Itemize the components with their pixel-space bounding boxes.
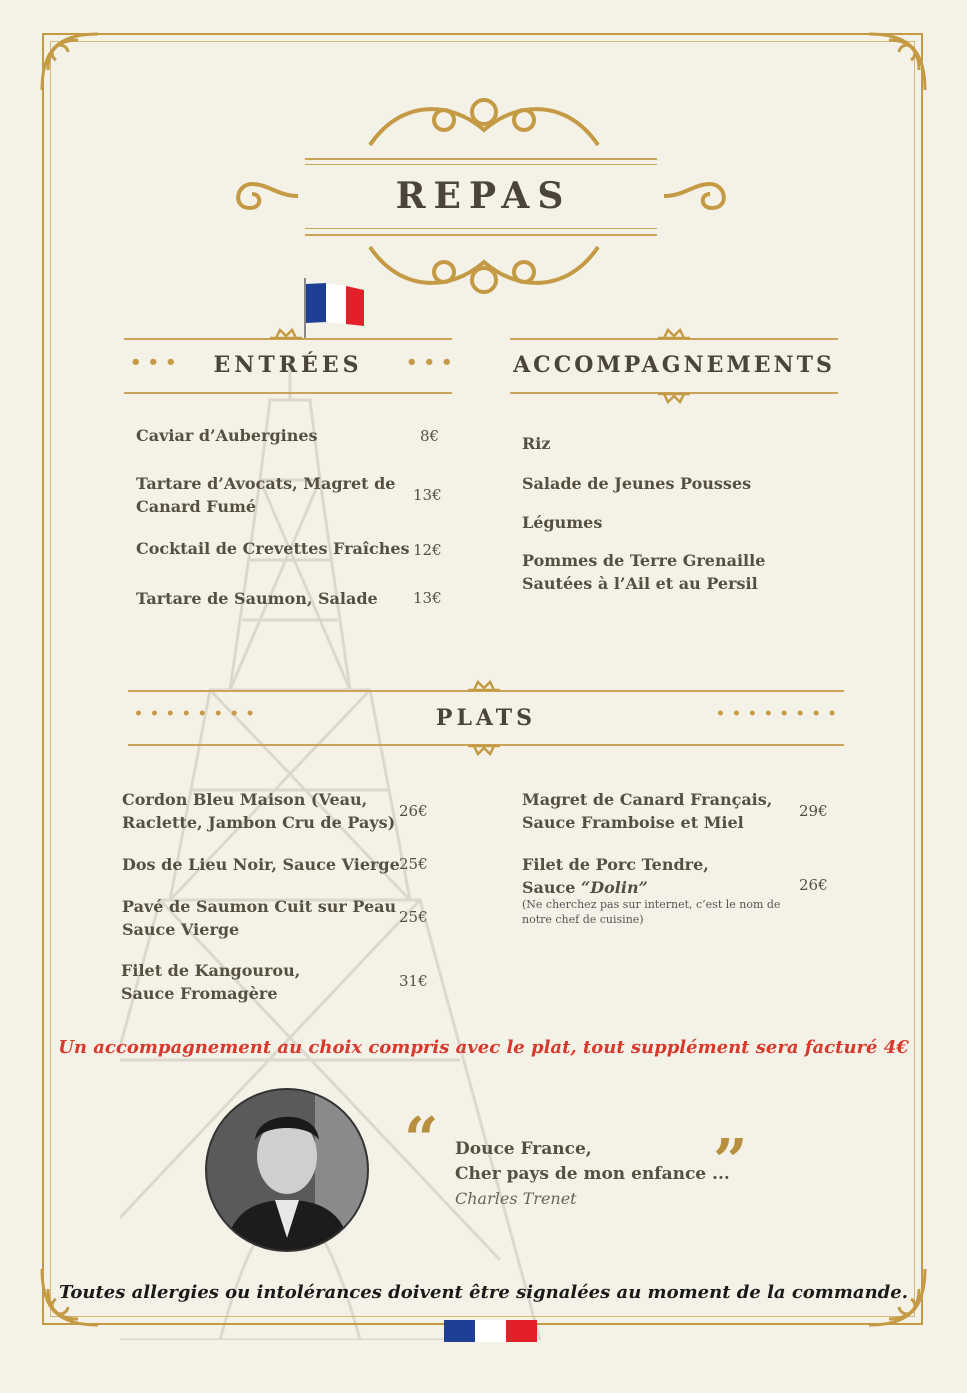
quote-line: Douce France, — [455, 1139, 592, 1159]
french-flag-icon — [300, 278, 368, 340]
title-rule-bottom-thin — [305, 228, 657, 229]
side-item: Pommes de Terre Grenaille Sautées à l’Ail et au Persil — [522, 551, 766, 593]
accompagnements-title: ACCOMPAGNEMENTS — [513, 352, 835, 378]
menu-item-name: Cocktail de Crevettes Fraîches — [136, 539, 410, 558]
page-title: REPAS — [395, 175, 572, 217]
menu-item-name: Caviar d’Aubergines — [136, 426, 318, 445]
menu-item-name: Tartare de Saumon, Salade — [136, 589, 378, 608]
decorative-dots: •••••••• — [134, 706, 262, 722]
menu-item-price: 8€ — [420, 427, 440, 445]
menu-item-name: Magret de Canard Français, Sauce Framboise et Miel — [522, 790, 773, 832]
menu-item-price: 12€ — [413, 541, 442, 559]
menu-item-price: 25€ — [399, 908, 428, 926]
open-quote-icon: “ — [404, 1105, 439, 1175]
decorative-dots: •••••••• — [716, 706, 844, 722]
menu-item-price: 26€ — [799, 876, 828, 894]
menu-item-name: Tartare d’Avocats, Magret de Canard Fumé — [136, 474, 396, 516]
menu-item-price: 13€ — [413, 589, 442, 607]
side-item: Légumes — [522, 513, 603, 532]
menu-item-name: Cordon Bleu Maison (Veau, Raclette, Jambon Cru de Pays) — [122, 790, 396, 832]
quote-line: Cher pays de mon enfance ... — [455, 1164, 730, 1184]
crown-ornament-icon — [656, 392, 692, 406]
close-quote-icon: ” — [713, 1127, 748, 1197]
menu-item-price: 29€ — [799, 802, 828, 820]
menu-item-price: 13€ — [413, 486, 442, 504]
plats-title: PLATS — [435, 705, 537, 731]
menu-item-name: Pavé de Saumon Cuit sur Peau Sauce Vierge — [122, 897, 397, 939]
french-flag-icon — [444, 1320, 537, 1342]
menu-item-note: (Ne cherchez pas sur internet, c’est le nom de notre chef de cuisine) — [522, 898, 781, 926]
portrait-photo — [205, 1088, 369, 1252]
title-rule-top-thin — [305, 164, 657, 165]
supplement-notice: Un accompagnement au choix compris avec le plat, tout supplément sera facturé 4€ — [58, 1037, 909, 1058]
side-item: Salade de Jeunes Pousses — [522, 474, 752, 493]
menu-item-name: Filet de Kangourou, Sauce Fromagère — [121, 961, 301, 1003]
menu-item-name: Dos de Lieu Noir, Sauce Vierge — [122, 855, 400, 874]
crown-ornament-icon — [466, 744, 502, 758]
ornament-swirl-icon — [360, 240, 608, 302]
menu-item-name: Filet de Porc Tendre, Sauce “Dolin” — [522, 855, 709, 897]
entrees-title: ENTRÉES — [213, 352, 363, 378]
allergy-notice: Toutes allergies ou intolérances doivent être signalées au moment de la commande. — [59, 1282, 908, 1303]
entrees-rule-bottom — [124, 392, 452, 394]
menu-item-price: 31€ — [399, 972, 428, 990]
menu-item-price: 25€ — [399, 855, 428, 873]
side-item: Riz — [522, 434, 551, 453]
title-rule-bottom — [305, 234, 657, 236]
decorative-dots: ••• — [130, 352, 183, 373]
crown-ornament-icon — [268, 326, 304, 340]
menu-item-price: 26€ — [399, 802, 428, 820]
decorative-dots: ••• — [406, 352, 459, 373]
ornament-swirl-icon — [38, 30, 102, 94]
crown-ornament-icon — [656, 326, 692, 340]
ornament-swirl-icon — [865, 30, 929, 94]
quote-author: Charles Trenet — [455, 1189, 577, 1208]
crown-ornament-icon — [466, 678, 502, 692]
title-rule-top — [305, 158, 657, 160]
ornament-swirl-icon — [360, 90, 608, 152]
